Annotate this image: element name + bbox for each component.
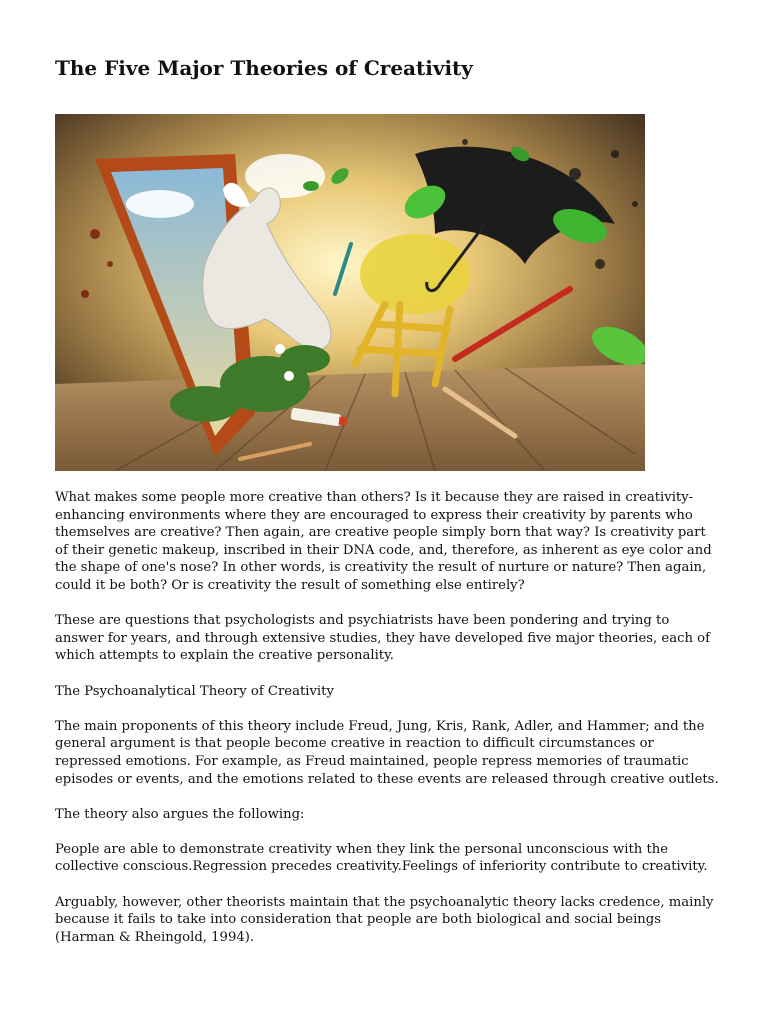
paragraph-intro: What makes some people more creative than others? Is it because they are raised in creativity-enhancing environments where they are encouraged to express their creativity by parents who themselves are creative? Then again, are creative people simply born that way? Is creativity part of their genetic makeup, inscribed in their DNA code, and, therefore, as inherent as eye color and the shape of one's nose? In other words, is creativity the result of nurture or nature? Then again, could it be both? Or is creativity the result of something else entirely?	[55, 490, 712, 593]
creativity-illustration-icon	[55, 114, 645, 471]
paragraph-criticism: Arguably, however, other theorists maintain that the psychoanalytic theory lacks credence, mainly because it fails to take into consideration that people are both biological and social beings (Harman & Rheingold, 1994).	[55, 894, 714, 945]
paragraph-proponents: The main proponents of this theory include Freud, Jung, Kris, Rank, Adler, and Hammer; and the general argument is that people become creative in reaction to difficult circumstances or repressed emotions. For example, as Freud maintained, people repress memories of traumatic episodes or events, and the emotions related to these events are released through creative outlets.	[55, 718, 719, 787]
hero-image	[55, 114, 645, 471]
paragraph-theory-argues: The theory also argues the following:	[55, 806, 305, 822]
document-body	[55, 489, 719, 964]
paragraph-creativity-points: People are able to demonstrate creativity when they link the personal unconscious with the collective conscious.Regression precedes creativity.Feelings of inferiority contribute to creativity.	[55, 841, 708, 875]
section-heading-psychoanalytical: The Psychoanalytical Theory of Creativity	[55, 683, 334, 699]
document-title: The Five Major Theories of Creativity	[55, 56, 473, 80]
paragraph-theories-overview: These are questions that psychologists and psychiatrists have been pondering and trying to answer for years, and through extensive studies, they have developed five major theories, each of which attempts to explain the creative personality.	[55, 613, 710, 664]
